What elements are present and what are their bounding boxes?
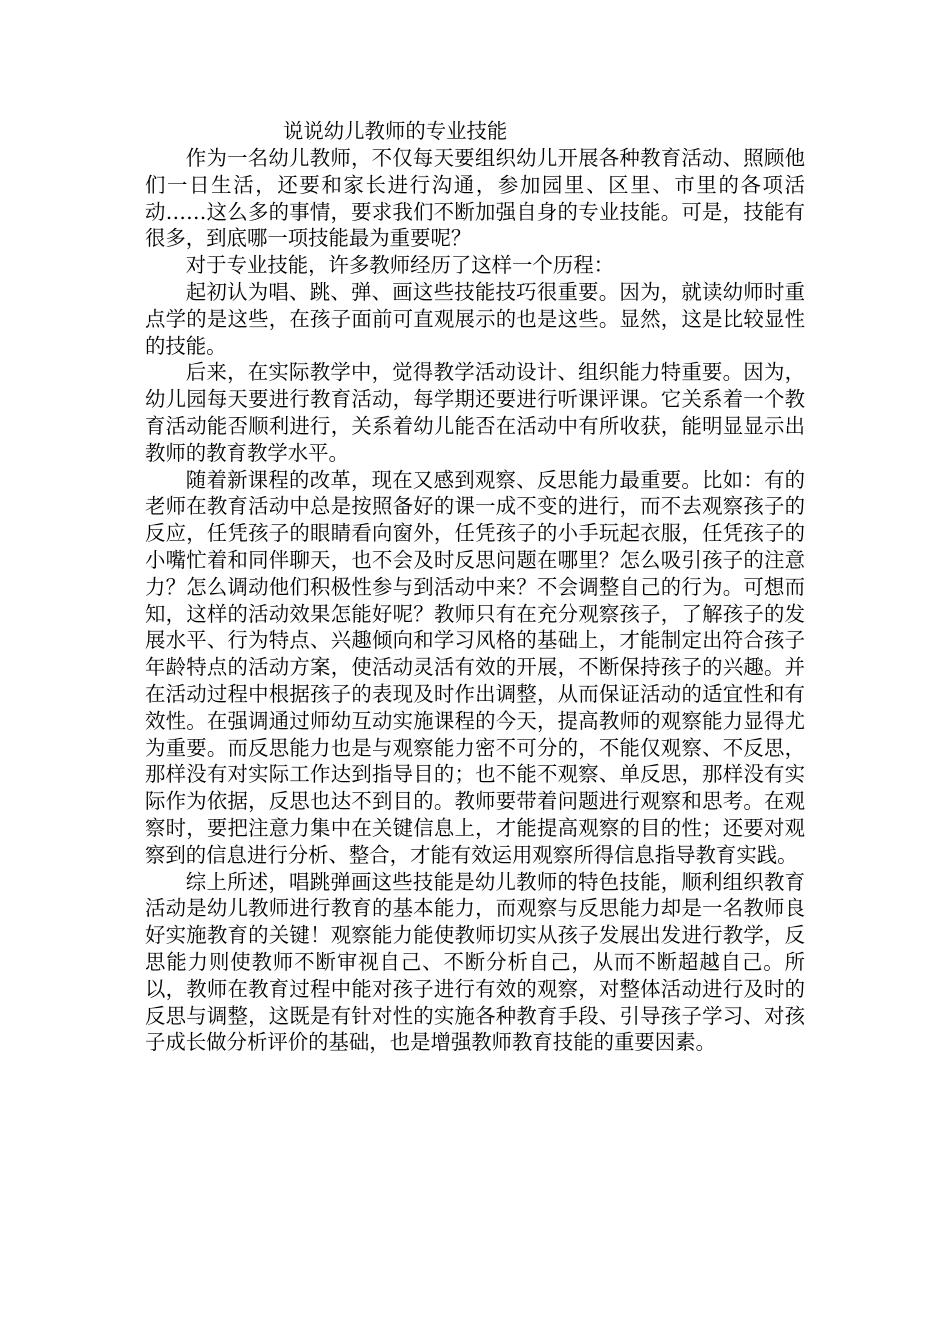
document-page bbox=[145, 118, 805, 1056]
paragraph-stage-one: 起初认为唱、跳、弹、画这些技能技巧很重要。因为，就读幼师时重点学的是这些，在孩子面前可直观展示的也是这些。显然，这是比较显性的技能。 bbox=[145, 279, 805, 358]
paragraph-stage-three: 随着新课程的改革，现在又感到观察、反思能力最重要。比如：有的老师在教育活动中总是按照备好的课一成不变的进行，而不去观察孩子的反应，任凭孩子的眼睛看向窗外，任凭孩子的小手玩起衣服，任凭孩子的小嘴忙着和同伴聊天，也不会及时反思问题在哪里？怎么吸引孩子的注意力？怎么调动他们积极性参与到活动中来？不会调整自己的行为。可想而知，这样的活动效果怎能好呢？教师只有在充分观察孩子，了解孩子的发展水平、行为特点、兴趣倾向和学习风格的基础上，才能制定出符合孩子年龄特点的活动方案，使活动灵活有效的开展，不断保持孩子的兴趣。并在活动过程中根据孩子的表现及时作出调整，从而保证活动的适宜性和有效性。在强调通过师幼互动实施课程的今天，提高教师的观察能力显得尤为重要。而反思能力也是与观察能力密不可分的，不能仅观察、不反思，那样没有对实际工作达到指导目的；也不能不观察、单反思，那样没有实际作为依据，反思也达不到目的。教师要带着问题进行观察和思考。在观察时，要把注意力集中在关键信息上，才能提高观察的目的性；还要对观察到的信息进行分析、整合，才能有效运用观察所得信息指导教育实践。 bbox=[145, 467, 805, 867]
paragraph-conclusion: 综上所述，唱跳弹画这些技能是幼儿教师的特色技能，顺利组织教育活动是幼儿教师进行教育的基本能力，而观察与反思能力却是一名教师良好实施教育的关键！观察能力能使教师切实从孩子发展出发进行教学，反思能力则使教师不断审视自己、不断分析自己，从而不断超越自己。所以，教师在教育过程中能对孩子进行有效的观察，对整体活动进行及时的反思与调整，这既是有针对性的实施各种教育手段、引导孩子学习、对孩子成长做分析评价的基础，也是增强教师教育技能的重要因素。 bbox=[145, 869, 805, 1055]
paragraph-stage-two: 后来，在实际教学中，觉得教学活动设计、组织能力特重要。因为，幼儿园每天要进行教育活动，每学期还要进行听课评课。它关系着一个教育活动能否顺利进行，关系着幼儿能否在活动中有所收获，能明显显示出教师的教育教学水平。 bbox=[145, 360, 805, 465]
paragraph-transition: 对于专业技能，许多教师经历了这样一个历程： bbox=[185, 253, 614, 278]
paragraph-intro: 作为一名幼儿教师，不仅每天要组织幼儿开展各种教育活动、照顾他们一日生活，还要和家长进行沟通，参加园里、区里、市里的各项活动……这么多的事情，要求我们不断加强自身的专业技能。可是，技能有很多，到底哪一项技能最为重要呢？ bbox=[145, 146, 805, 251]
page-title: 说说幼儿教师的专业技能 bbox=[283, 119, 508, 143]
